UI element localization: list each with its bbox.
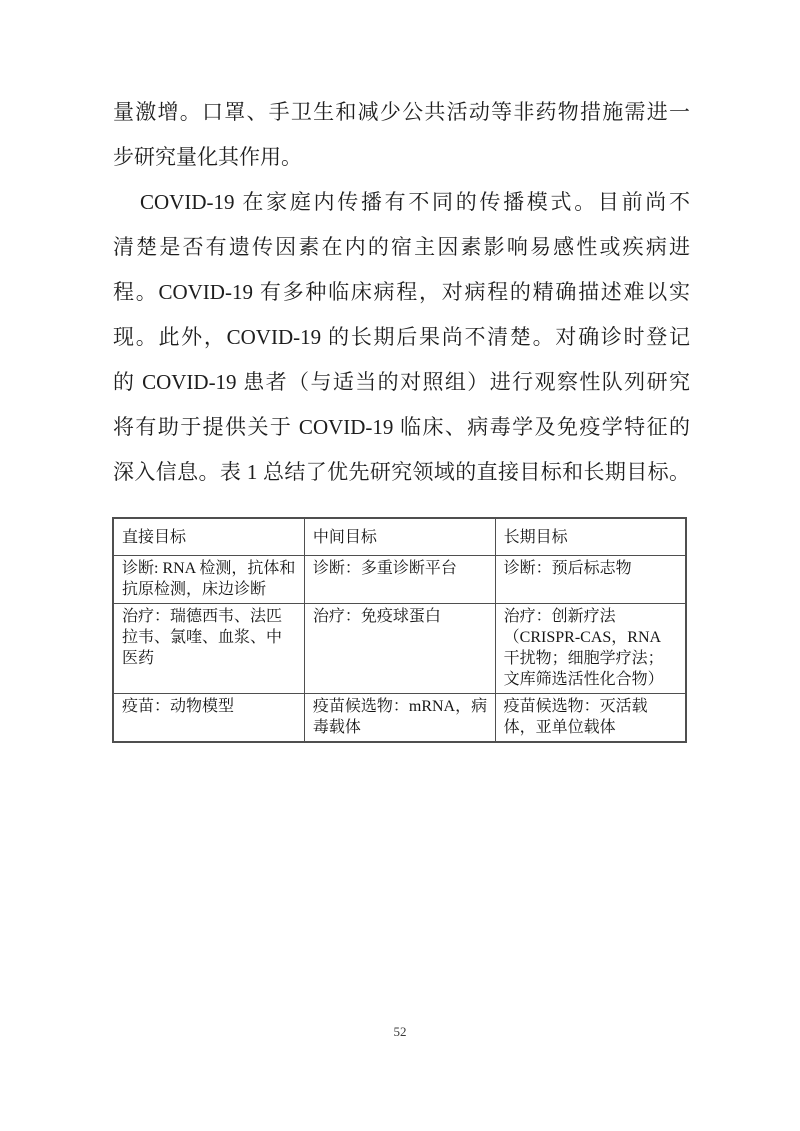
text-line: 的 COVID-19 患者（与适当的对照组）进行观察性队列研究 (113, 370, 690, 394)
body-text (113, 90, 690, 495)
column-header-intermediate: 中间目标 (304, 518, 495, 556)
table-cell: 疫苗候选物：mRNA，病毒载体 (304, 694, 495, 743)
page-number: 52 (393, 1024, 407, 1039)
column-header-immediate: 直接目标 (113, 518, 304, 556)
table-row-diagnosis (113, 556, 686, 604)
column-header-longterm: 长期目标 (495, 518, 686, 556)
table-cell: 疫苗候选物：灭活载体，亚单位载体 (495, 694, 686, 743)
paragraph (113, 180, 690, 495)
table-cell: 诊断：预后标志物 (495, 556, 686, 604)
paragraph (113, 90, 690, 180)
table-cell: 疫苗：动物模型 (113, 694, 304, 743)
text-line: 量激增。口罩、手卫生和减少公共活动等非药物措施需进一 (113, 100, 690, 124)
text-line: 深入信息。表 1 总结了优先研究领域的直接目标和长期目标。 (113, 460, 690, 484)
text-line: 清楚是否有遗传因素在内的宿主因素影响易感性或疾病进 (113, 235, 690, 259)
table-row-treatment (113, 604, 686, 694)
table-row-vaccine (113, 694, 686, 743)
text-line: 程。COVID-19 有多种临床病程，对病程的精确描述难以实 (113, 280, 690, 304)
text-line: 将有助于提供关于 COVID-19 临床、病毒学及免疫学特征的 (113, 415, 690, 439)
text-line: 现。此外，COVID-19 的长期后果尚不清楚。对确诊时登记 (113, 325, 690, 349)
text-line: COVID-19 在家庭内传播有不同的传播模式。目前尚不 (140, 190, 690, 214)
table-cell: 治疗：瑞德西韦、法匹拉韦、氯喹、血浆、中医药 (113, 604, 304, 694)
priority-goals-table (112, 517, 687, 743)
text-line: 步研究量化其作用。 (113, 145, 302, 169)
table-cell: 治疗：创新疗法（CRISPR-CAS，RNA 干扰物；细胞学疗法；文库筛选活性化合物） (495, 604, 686, 694)
table-cell: 诊断: RNA 检测，抗体和抗原检测，床边诊断 (113, 556, 304, 604)
table-header-row (113, 518, 686, 556)
table-cell: 治疗：免疫球蛋白 (304, 604, 495, 694)
table-cell: 诊断：多重诊断平台 (304, 556, 495, 604)
